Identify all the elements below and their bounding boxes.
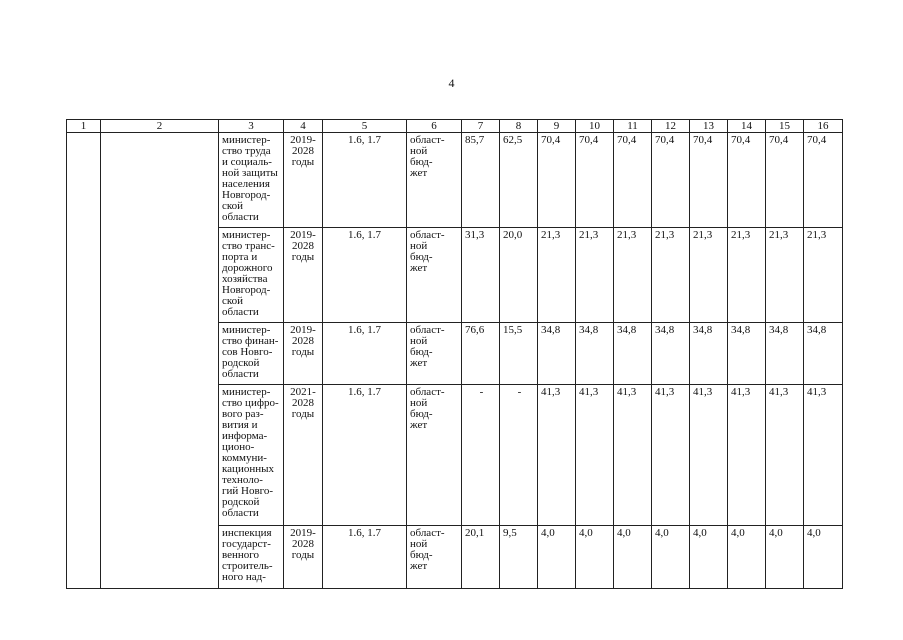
value-cell: 41,3 [576,385,614,526]
column-header: 3 [219,120,284,133]
executor-cell: министер- ство транс- порта и дорожного хозяйства Новгород- ской области [219,228,284,323]
value-cell: 41,3 [690,385,728,526]
value-cell: 70,4 [804,133,843,228]
value-cell: 41,3 [538,385,576,526]
value-cell: 4,0 [576,526,614,589]
value-cell: 41,3 [614,385,652,526]
value-cell: 70,4 [614,133,652,228]
value-cell: 4,0 [614,526,652,589]
value-cell: 15,5 [500,323,538,385]
value-cell: 34,8 [614,323,652,385]
value-cell: 20,0 [500,228,538,323]
column-header: 7 [462,120,500,133]
value-cell: 34,8 [652,323,690,385]
value-cell: 4,0 [728,526,766,589]
value-cell: 4,0 [690,526,728,589]
value-cell: 41,3 [766,385,804,526]
value-cell: 70,4 [538,133,576,228]
column-header: 6 [407,120,462,133]
header-row [67,120,843,133]
executor-cell: министер- ство цифро- вого раз- вития и информа- ционо- коммуни- кационных техноло- гий Новго- родской области [219,385,284,526]
value-cell: 21,3 [804,228,843,323]
value-cell: 21,3 [614,228,652,323]
budget-table [66,119,843,589]
table-row [67,133,843,228]
column-header: 13 [690,120,728,133]
period-cell: 2021- 2028 годы [284,385,323,526]
executor-cell: инспекция государст- венного строитель- ного над- [219,526,284,589]
value-cell: 85,7 [462,133,500,228]
value-cell: 70,4 [766,133,804,228]
value-cell: 41,3 [652,385,690,526]
period-cell: 2019- 2028 годы [284,228,323,323]
value-cell: 62,5 [500,133,538,228]
column-header: 14 [728,120,766,133]
value-cell: 34,8 [690,323,728,385]
source-cell: област- ной бюд- жет [407,385,462,526]
targets-cell: 1.6, 1.7 [323,323,407,385]
column-header: 1 [67,120,101,133]
source-cell: област- ной бюд- жет [407,323,462,385]
page-number: 4 [448,76,455,90]
column-header: 11 [614,120,652,133]
value-cell: 34,8 [728,323,766,385]
merged-cell-col2 [101,133,219,589]
column-header: 12 [652,120,690,133]
value-cell: 20,1 [462,526,500,589]
value-cell: 9,5 [500,526,538,589]
value-cell: - [500,385,538,526]
value-cell: 31,3 [462,228,500,323]
value-cell: 34,8 [576,323,614,385]
value-cell: 21,3 [766,228,804,323]
column-header: 9 [538,120,576,133]
executor-cell: министер- ство труда и социаль- ной защиты населения Новгород- ской области [219,133,284,228]
value-cell: 70,4 [576,133,614,228]
targets-cell: 1.6, 1.7 [323,133,407,228]
value-cell: 70,4 [690,133,728,228]
value-cell: 21,3 [652,228,690,323]
merged-cell-col1 [67,133,101,589]
value-cell: 41,3 [804,385,843,526]
value-cell: 34,8 [538,323,576,385]
value-cell: 41,3 [728,385,766,526]
column-header: 8 [500,120,538,133]
executor-cell: министер- ство финан- сов Новго- родской области [219,323,284,385]
value-cell: 4,0 [804,526,843,589]
value-cell: 21,3 [538,228,576,323]
value-cell: 21,3 [690,228,728,323]
source-cell: област- ной бюд- жет [407,133,462,228]
column-header: 2 [101,120,219,133]
targets-cell: 1.6, 1.7 [323,385,407,526]
source-cell: област- ной бюд- жет [407,526,462,589]
column-header: 4 [284,120,323,133]
value-cell: 21,3 [728,228,766,323]
column-header: 10 [576,120,614,133]
period-cell: 2019- 2028 годы [284,133,323,228]
column-header: 15 [766,120,804,133]
value-cell: 70,4 [728,133,766,228]
column-header: 16 [804,120,843,133]
value-cell: 4,0 [538,526,576,589]
targets-cell: 1.6, 1.7 [323,228,407,323]
value-cell: - [462,385,500,526]
source-cell: област- ной бюд- жет [407,228,462,323]
value-cell: 21,3 [576,228,614,323]
value-cell: 76,6 [462,323,500,385]
period-cell: 2019- 2028 годы [284,323,323,385]
targets-cell: 1.6, 1.7 [323,526,407,589]
value-cell: 34,8 [766,323,804,385]
column-header: 5 [323,120,407,133]
value-cell: 70,4 [652,133,690,228]
value-cell: 34,8 [804,323,843,385]
value-cell: 4,0 [766,526,804,589]
value-cell: 4,0 [652,526,690,589]
period-cell: 2019- 2028 годы [284,526,323,589]
